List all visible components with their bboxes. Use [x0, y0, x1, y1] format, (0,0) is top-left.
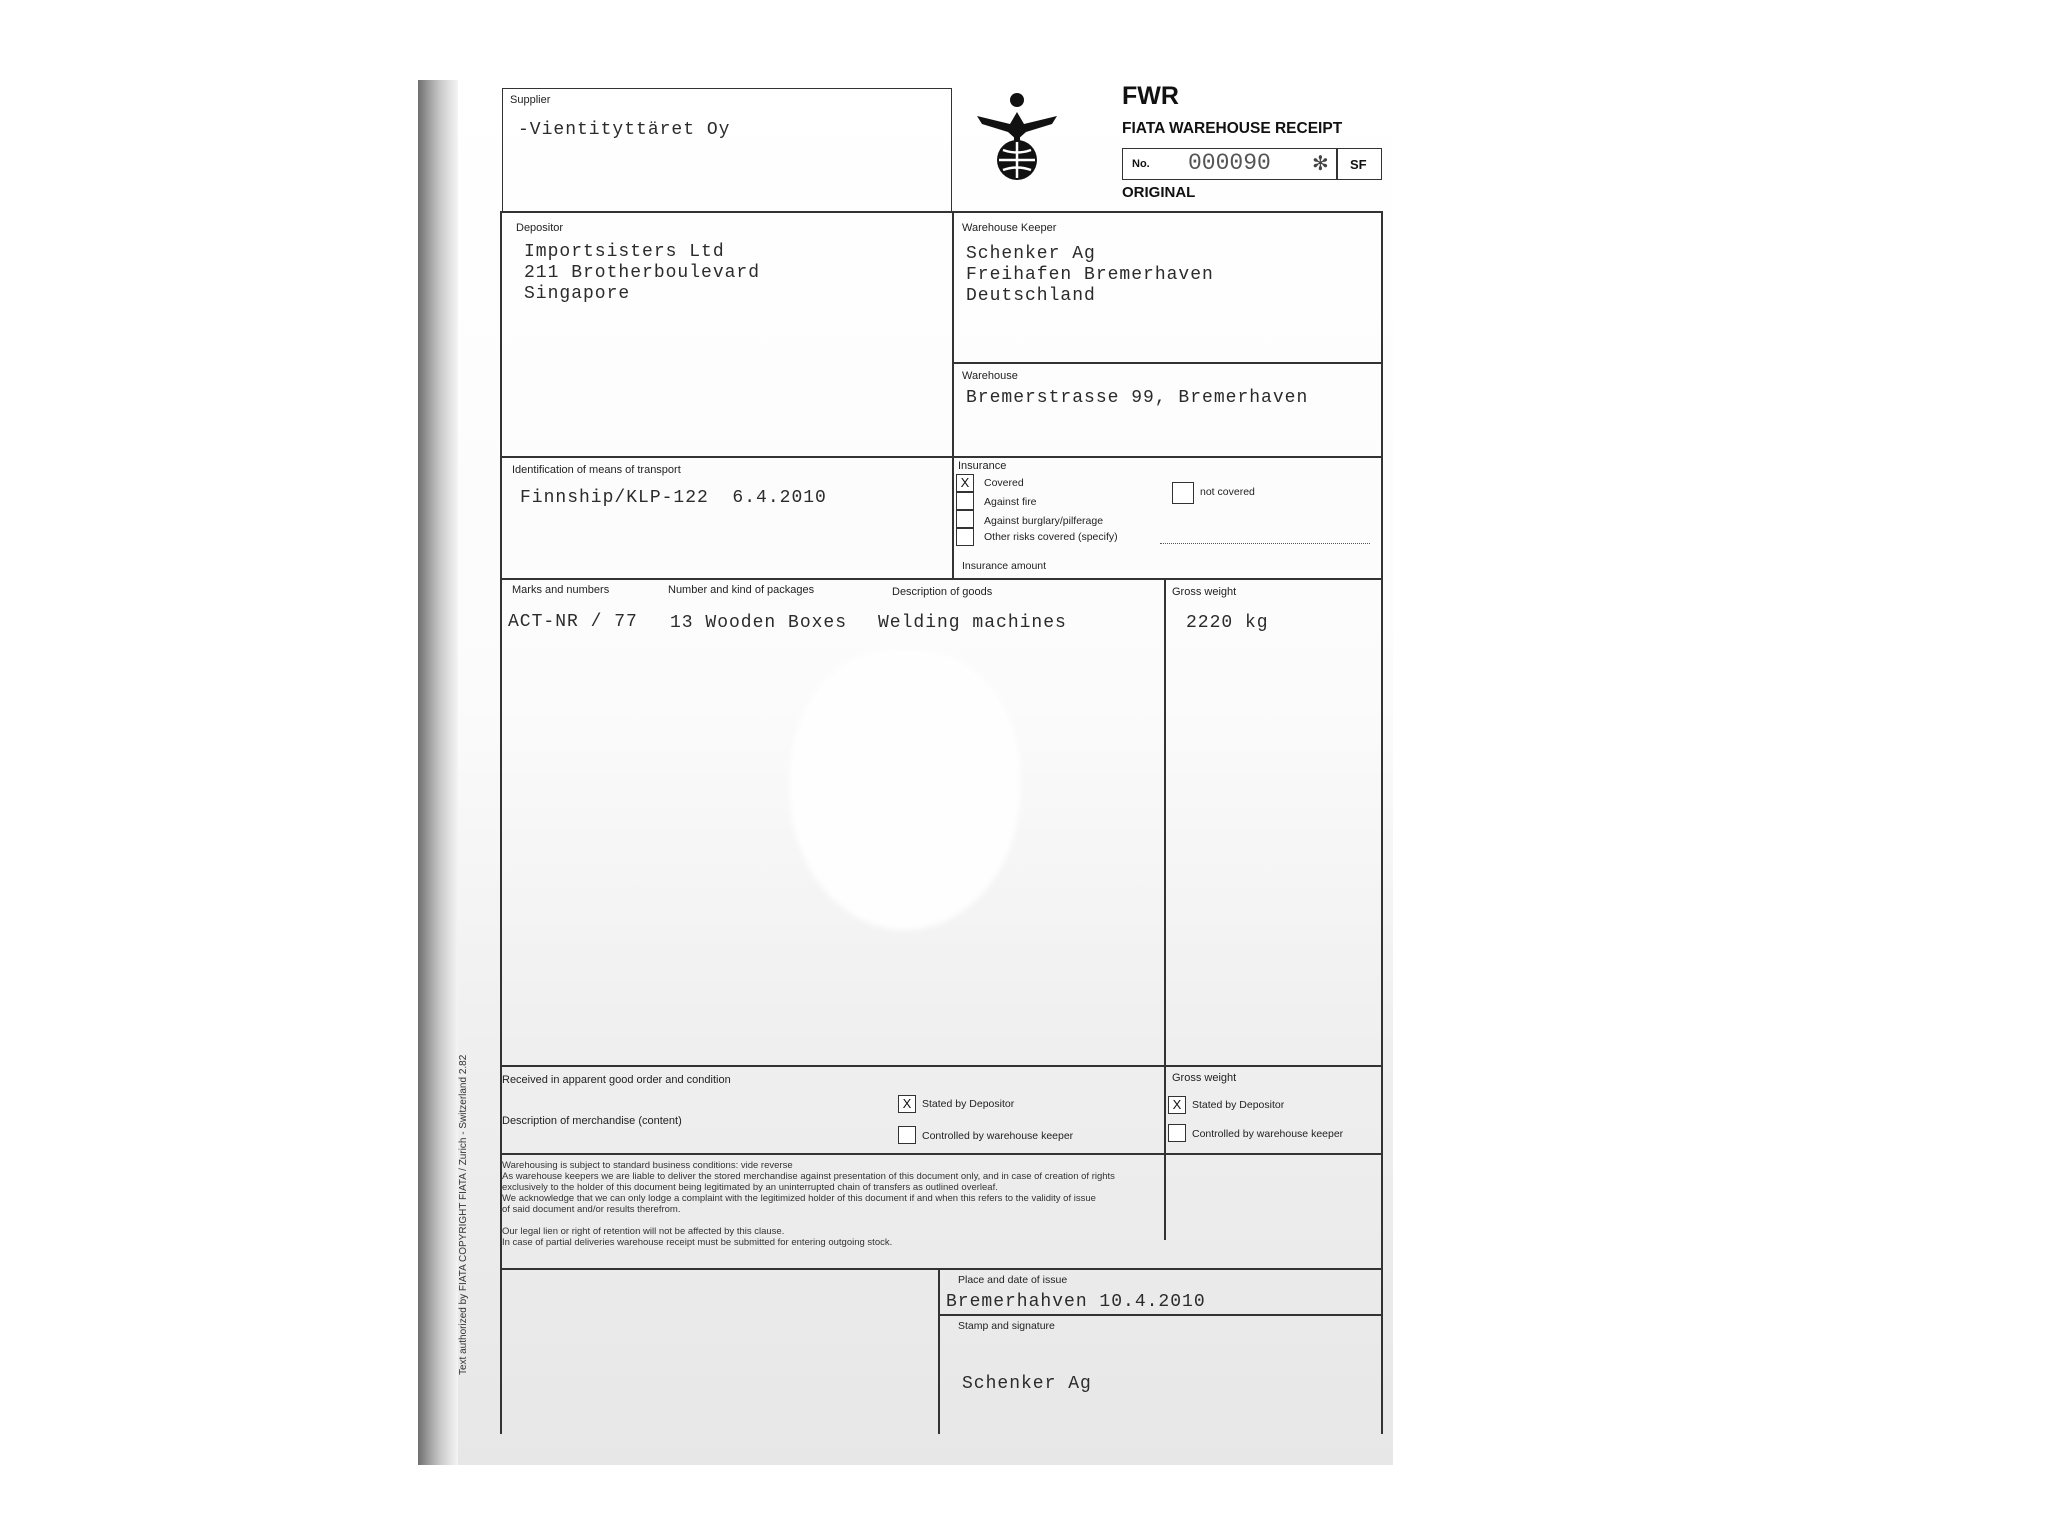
insurance-fire-label: Against fire [984, 496, 1037, 508]
depositor-line: Singapore [524, 284, 631, 304]
depositor-line: 211 Brotherboulevard [524, 263, 761, 283]
merchandise-description-label: Description of merchandise (content) [502, 1115, 682, 1127]
stated-by-depositor-label: Stated by Depositor [922, 1098, 1015, 1110]
received-condition-label: Received in apparent good order and condition [502, 1074, 731, 1086]
supplier-box [502, 88, 952, 212]
transport-label: Identification of means of transport [512, 464, 681, 476]
packages-label: Number and kind of packages [668, 584, 815, 596]
insurance-label: Insurance [958, 460, 1007, 472]
grid-line [500, 1268, 1382, 1270]
binder-edge [418, 80, 458, 1465]
place-date-label: Place and date of issue [958, 1274, 1068, 1286]
insurance-amount-label: Insurance amount [962, 560, 1047, 572]
depositor-label: Depositor [516, 222, 564, 234]
grid-line [1164, 578, 1166, 1240]
asterisk-icon: ✻ [1312, 153, 1329, 175]
gross-weight-label: Gross weight [1172, 586, 1237, 598]
gross-weight-value: 2220 kg [1186, 613, 1269, 633]
grid-line [938, 1314, 1382, 1316]
terms-line: Warehousing is subject to standard business conditions: vide reverse [502, 1160, 793, 1171]
grid-line [500, 578, 1382, 580]
number-divider [1336, 148, 1338, 180]
received-weight-label: Gross weight [1172, 1072, 1237, 1084]
warehouse-keeper-label: Warehouse Keeper [962, 222, 1057, 234]
receipt-number-label: No. [1132, 158, 1150, 170]
warehouse-keeper-line: Freihafen Bremerhaven [966, 265, 1214, 285]
fiata-logo-icon [972, 88, 1062, 188]
grid-line [500, 1153, 1382, 1155]
terms-line: of said document and/or results therefrom. [502, 1204, 681, 1215]
grid-line [952, 211, 954, 579]
receipt-number: 000090 [1188, 150, 1271, 176]
description-value: Welding machines [878, 613, 1067, 633]
terms-line: Our legal lien or right of retention will not be affected by this clause. [502, 1226, 785, 1237]
warehouse-keeper-line: Schenker Ag [966, 244, 1096, 264]
form-code: FWR [1122, 82, 1179, 110]
supplier-label: Supplier [510, 94, 551, 106]
copyright-note: Text authorized by FIATA COPYRIGHT FIATA / Zurich - Switzerland 2.82 [458, 1054, 469, 1375]
weight-stated-checkbox[interactable]: X [1168, 1096, 1186, 1114]
grid-line [938, 1268, 940, 1434]
insurance-fire-checkbox[interactable] [956, 492, 974, 510]
packages-value: 13 Wooden Boxes [670, 613, 848, 633]
insurance-not-covered-checkbox[interactable] [1172, 482, 1194, 504]
controlled-by-keeper-label: Controlled by warehouse keeper [922, 1130, 1074, 1142]
warehouse-label: Warehouse [962, 370, 1018, 382]
weight-controlled-checkbox[interactable] [1168, 1124, 1186, 1142]
grid-line [500, 1065, 1382, 1067]
terms-line: As warehouse keepers we are liable to deliver the stored merchandise against presentation of this document only, and in case of creation of rights [502, 1171, 1115, 1182]
stated-by-depositor-checkbox[interactable]: X [898, 1095, 916, 1113]
form-title: FIATA WAREHOUSE RECEIPT [1122, 120, 1343, 137]
signature-value: Schenker Ag [962, 1374, 1092, 1394]
depositor-line: Importsisters Ltd [524, 242, 725, 262]
supplier-value: -Vientityttäret Oy [518, 120, 731, 140]
insurance-burglary-label: Against burglary/pilferage [984, 515, 1104, 527]
warehouse-keeper-line: Deutschland [966, 286, 1096, 306]
grid-line [952, 362, 1382, 364]
erased-watermark [790, 650, 1020, 930]
grid-line [502, 211, 1382, 213]
insurance-other-dotted-line [1160, 543, 1370, 544]
insurance-not-covered-label: not covered [1200, 486, 1255, 498]
transport-value: Finnship/KLP-122 6.4.2010 [520, 488, 827, 508]
weight-stated-label: Stated by Depositor [1192, 1099, 1285, 1111]
copy-label: ORIGINAL [1122, 184, 1196, 201]
marks-value: ACT-NR / 77 [508, 612, 638, 632]
weight-controlled-label: Controlled by warehouse keeper [1192, 1128, 1344, 1140]
marks-label: Marks and numbers [512, 584, 610, 596]
terms-line: exclusively to the holder of this document being legitimated by an uninterrupted chain of transfers as outlined overleaf. [502, 1182, 998, 1193]
description-label: Description of goods [892, 586, 993, 598]
insurance-covered-checkbox[interactable]: X [956, 474, 974, 492]
grid-line [500, 211, 502, 1434]
place-date-value: Bremerhahven 10.4.2010 [946, 1292, 1206, 1312]
terms-line: We acknowledge that we can only lodge a complaint with the legitimized holder of this document if and when this refers to the validity of issue [502, 1193, 1096, 1204]
controlled-by-keeper-checkbox[interactable] [898, 1126, 916, 1144]
terms-line: In case of partial deliveries warehouse receipt must be submitted for entering outgoing stock. [502, 1237, 893, 1248]
insurance-covered-label: Covered [984, 477, 1024, 489]
insurance-other-checkbox[interactable] [956, 528, 974, 546]
country-code: SF [1350, 157, 1367, 172]
warehouse-value: Bremerstrasse 99, Bremerhaven [966, 388, 1309, 408]
insurance-burglary-checkbox[interactable] [956, 510, 974, 528]
insurance-other-label: Other risks covered (specify) [984, 531, 1118, 543]
grid-line [1381, 211, 1383, 1434]
signature-label: Stamp and signature [958, 1320, 1055, 1332]
grid-line [500, 456, 1382, 458]
